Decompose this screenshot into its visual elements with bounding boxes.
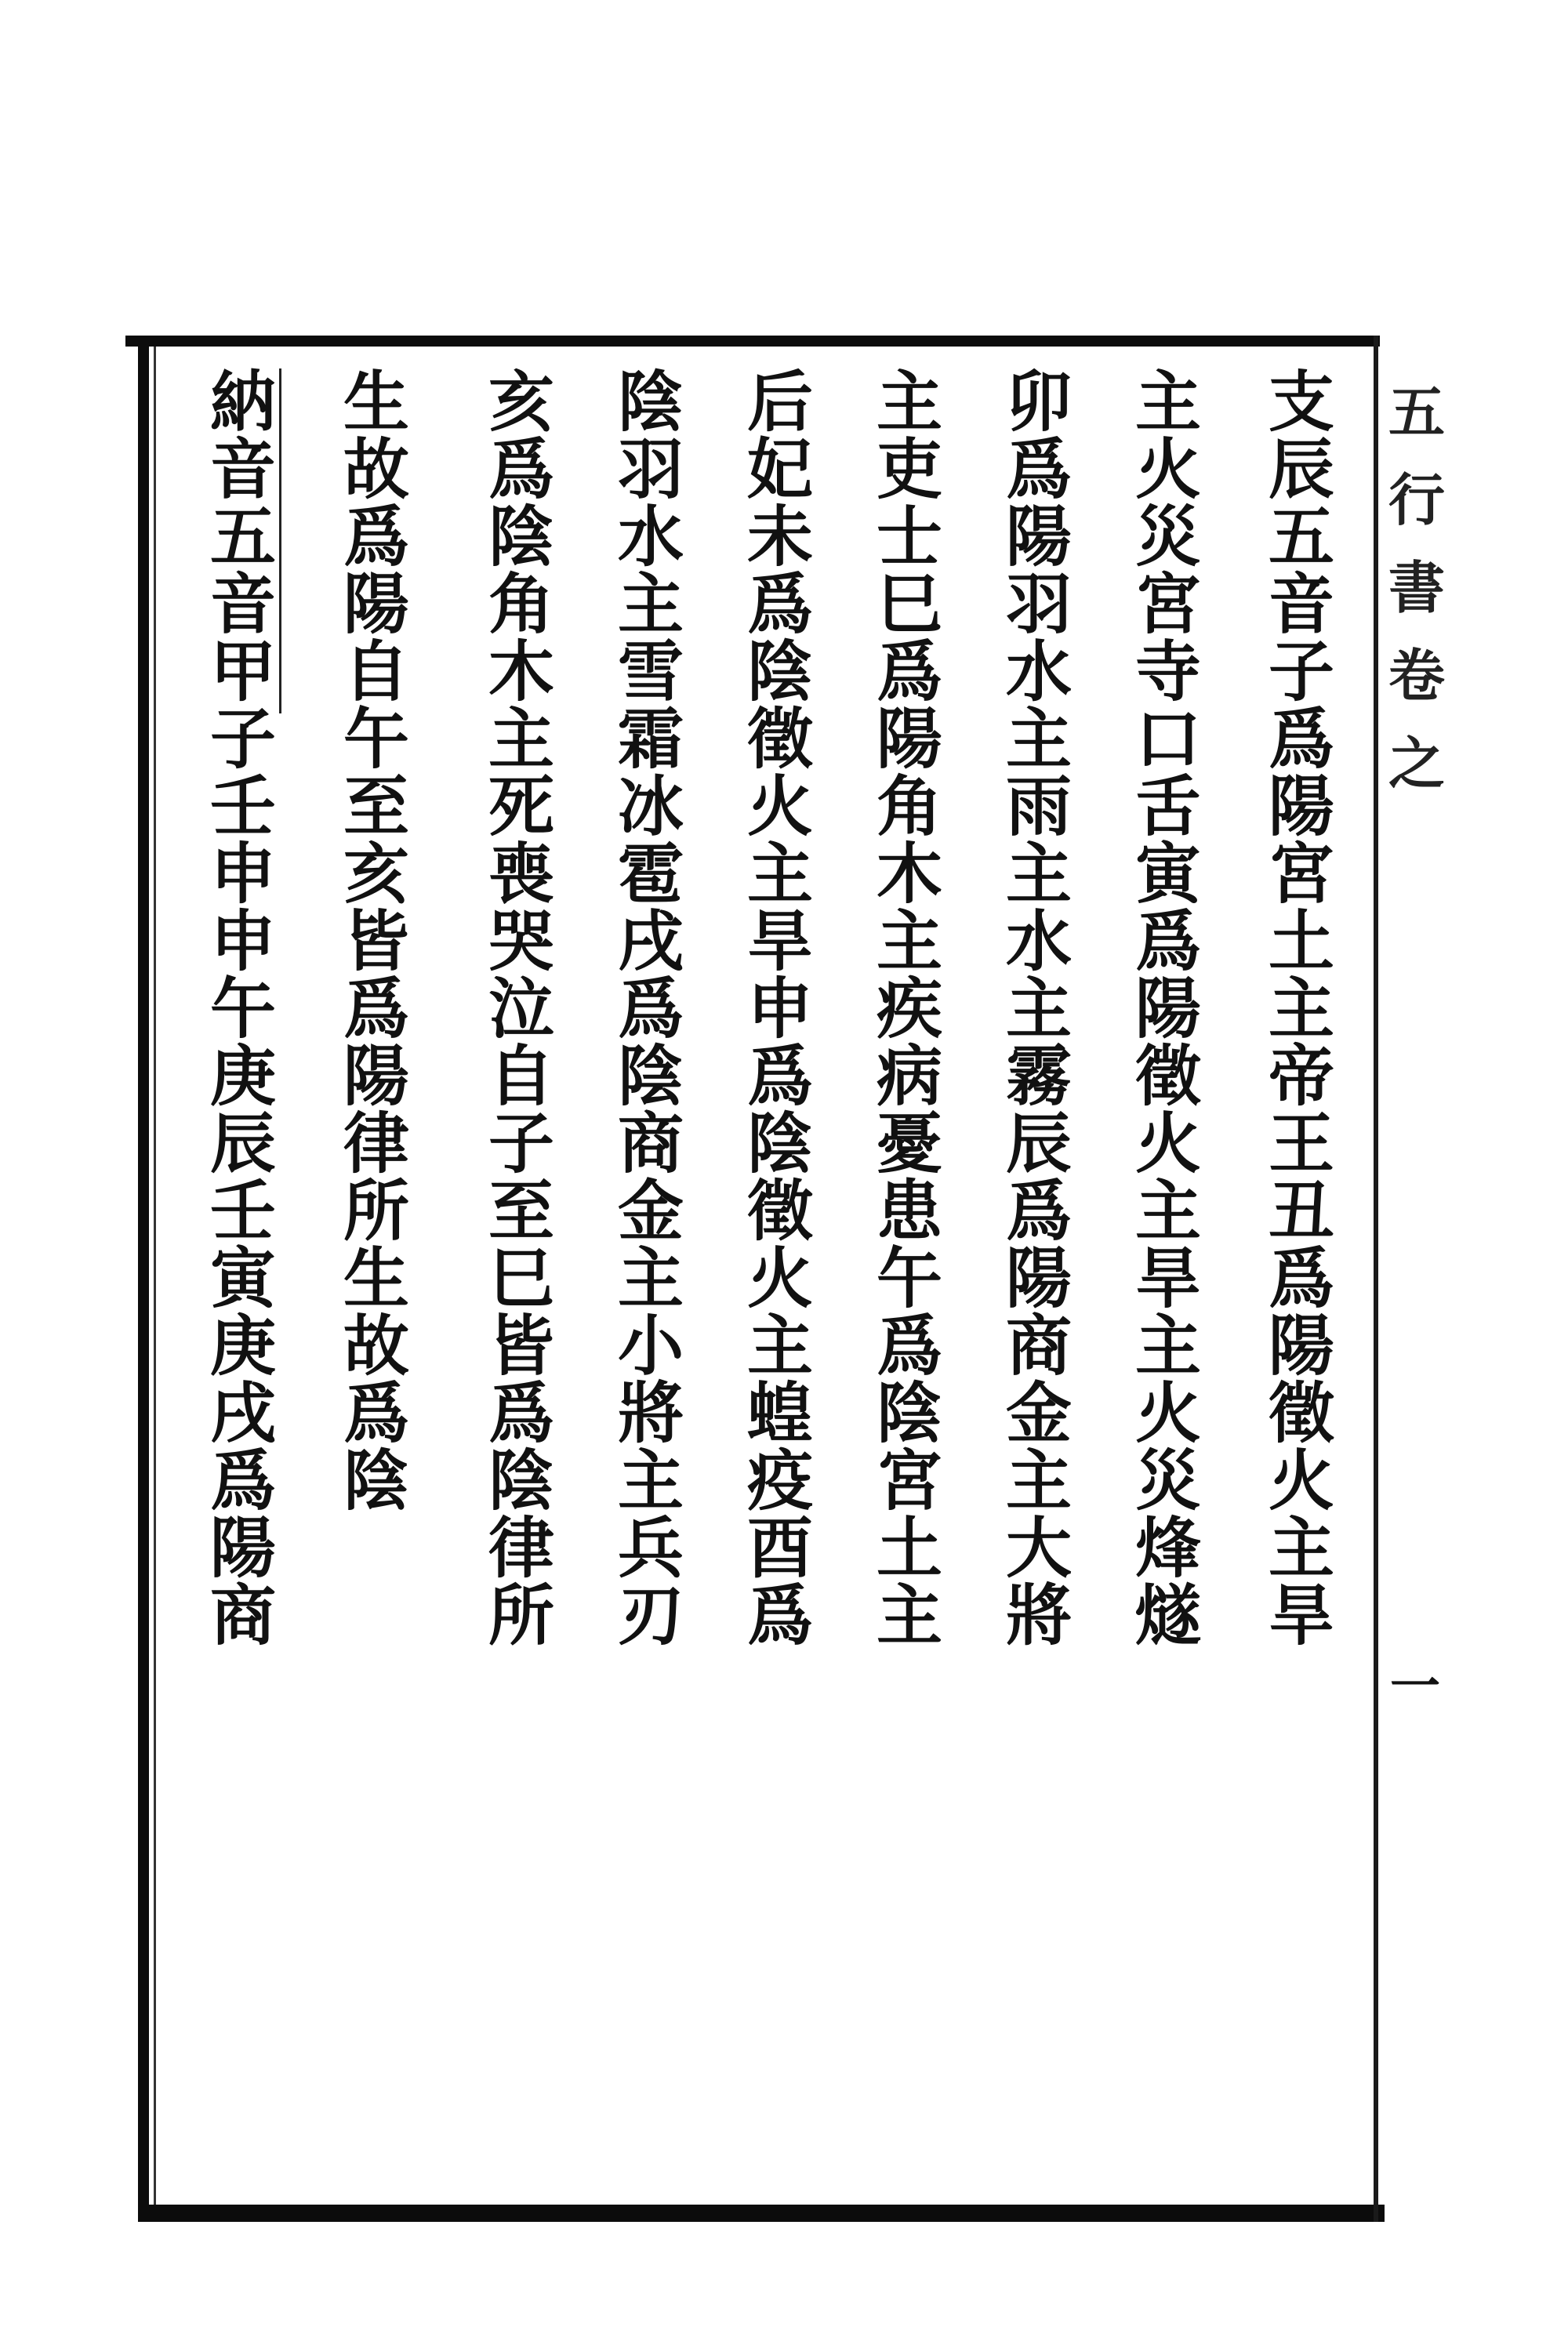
character: 羽 — [1005, 565, 1072, 643]
character: 未 — [746, 498, 813, 575]
character: 庚 — [209, 1037, 276, 1115]
character: 亥 — [343, 835, 409, 913]
margin-character: 卷 — [1388, 642, 1445, 709]
character: 主 — [617, 1240, 684, 1317]
character: 疫 — [746, 1442, 813, 1519]
character: 主 — [876, 363, 942, 441]
text-column — [992, 363, 1086, 2187]
character: 災 — [1134, 498, 1201, 575]
character: 戌 — [617, 902, 684, 980]
character: 徵 — [1134, 1037, 1201, 1115]
character: 喪 — [488, 835, 554, 913]
character: 自 — [488, 1037, 554, 1115]
character: 患 — [876, 1172, 942, 1250]
character: 爲 — [343, 970, 409, 1047]
character: 火 — [746, 768, 813, 845]
character: 旱 — [746, 902, 813, 980]
frame-left-border — [138, 336, 149, 2222]
character: 火 — [1268, 1442, 1334, 1519]
text-column — [862, 363, 956, 2187]
character: 至 — [488, 1172, 554, 1250]
character: 病 — [876, 1037, 942, 1115]
character: 陰 — [876, 1374, 942, 1452]
character: 爲 — [1134, 902, 1201, 980]
character: 巳 — [876, 565, 942, 643]
character: 爲 — [746, 565, 813, 643]
character: 士 — [876, 498, 942, 575]
character: 爲 — [488, 1374, 554, 1452]
character: 憂 — [876, 1105, 942, 1182]
text-column — [1254, 363, 1348, 2187]
frame-right-border — [1374, 336, 1378, 2222]
character: 陰 — [746, 633, 813, 710]
character: 火 — [1134, 1374, 1201, 1452]
character: 木 — [876, 835, 942, 913]
character: 申 — [209, 902, 276, 980]
margin-character: 行 — [1388, 466, 1445, 533]
character: 陽 — [1268, 768, 1334, 845]
character: 徵 — [1268, 1374, 1334, 1452]
character: 爲 — [488, 430, 554, 508]
character: 口 — [1134, 700, 1201, 778]
margin-character: 五 — [1388, 379, 1445, 445]
character: 爲 — [1005, 430, 1072, 508]
character: 卯 — [1005, 363, 1072, 441]
character: 將 — [617, 1374, 684, 1452]
character: 冰 — [617, 768, 684, 845]
character: 午 — [209, 970, 276, 1047]
character: 將 — [1005, 1577, 1072, 1654]
character: 陽 — [1134, 970, 1201, 1047]
character: 壬 — [209, 1172, 276, 1250]
character: 雪 — [617, 633, 684, 710]
character: 陽 — [343, 565, 409, 643]
character: 陰 — [617, 363, 684, 441]
character: 主 — [876, 902, 942, 980]
character: 爲 — [1268, 700, 1334, 778]
character: 爲 — [746, 1037, 813, 1115]
character: 申 — [209, 835, 276, 913]
character: 主 — [1005, 835, 1072, 913]
character: 律 — [488, 1509, 554, 1587]
character: 所 — [343, 1172, 409, 1250]
character: 徵 — [746, 700, 813, 778]
character: 辰 — [1268, 430, 1334, 508]
margin-folio-number: 一 — [1390, 1657, 1440, 1716]
character: 午 — [343, 700, 409, 778]
character: 燧 — [1134, 1577, 1201, 1654]
character: 戌 — [209, 1374, 276, 1452]
character: 爲 — [343, 498, 409, 575]
character: 爲 — [617, 970, 684, 1047]
character: 雨 — [1005, 768, 1072, 845]
character: 甲 — [209, 633, 276, 710]
character: 舌 — [1134, 768, 1201, 845]
character: 主 — [1005, 1442, 1072, 1519]
character: 火 — [746, 1240, 813, 1317]
character: 亥 — [488, 363, 554, 441]
character: 陰 — [343, 1442, 409, 1519]
character: 寺 — [1134, 633, 1201, 710]
character: 陽 — [343, 1037, 409, 1115]
character: 爲 — [876, 633, 942, 710]
character: 子 — [209, 700, 276, 778]
character: 辰 — [209, 1105, 276, 1182]
character: 旱 — [1134, 1240, 1201, 1317]
character: 辰 — [1005, 1105, 1072, 1182]
character: 蝗 — [746, 1374, 813, 1452]
character: 生 — [343, 363, 409, 441]
character: 音 — [209, 565, 276, 643]
frame-inner-rule — [154, 347, 156, 2205]
character: 主 — [1134, 1307, 1201, 1385]
text-column — [733, 363, 827, 2187]
character: 災 — [1134, 1442, 1201, 1519]
character: 死 — [488, 768, 554, 845]
character: 陽 — [1268, 1307, 1334, 1385]
character: 水 — [1005, 633, 1072, 710]
margin-character: 書 — [1388, 554, 1445, 621]
character: 生 — [343, 1240, 409, 1317]
character: 主 — [617, 565, 684, 643]
character: 小 — [617, 1307, 684, 1385]
frame-top-border — [125, 336, 1380, 347]
character: 巳 — [488, 1240, 554, 1317]
character: 土 — [1268, 902, 1334, 980]
character: 陰 — [488, 1442, 554, 1519]
character: 寅 — [1134, 835, 1201, 913]
character: 皆 — [488, 1307, 554, 1385]
margin-character: 之 — [1388, 730, 1445, 797]
character: 宮 — [1268, 835, 1334, 913]
character: 爲 — [746, 1577, 813, 1654]
character: 五 — [209, 498, 276, 575]
character: 皆 — [343, 902, 409, 980]
character: 主 — [1005, 700, 1072, 778]
character: 刃 — [617, 1577, 684, 1654]
character: 旱 — [1268, 1577, 1334, 1654]
character: 金 — [617, 1172, 684, 1250]
character: 主 — [1268, 970, 1334, 1047]
character: 陽 — [1005, 498, 1072, 575]
character: 納 — [209, 363, 276, 441]
character: 爲 — [209, 1442, 276, 1519]
character: 丑 — [1268, 1172, 1334, 1250]
character: 庚 — [209, 1307, 276, 1385]
character: 主 — [617, 1442, 684, 1519]
character: 主 — [1134, 1172, 1201, 1250]
text-column — [1121, 363, 1215, 2187]
character: 子 — [1268, 633, 1334, 710]
character: 帝 — [1268, 1037, 1334, 1115]
character: 壬 — [209, 768, 276, 845]
character: 爲 — [343, 1374, 409, 1452]
character: 主 — [746, 835, 813, 913]
character: 酉 — [746, 1509, 813, 1587]
character: 宮 — [876, 1442, 942, 1519]
frame-bottom-border — [146, 2205, 1385, 2222]
character: 火 — [1134, 1105, 1201, 1182]
character: 羽 — [617, 430, 684, 508]
character: 律 — [343, 1105, 409, 1182]
text-column — [196, 363, 290, 2187]
character: 木 — [488, 633, 554, 710]
text-column — [604, 363, 698, 2187]
character: 午 — [876, 1240, 942, 1317]
character: 陰 — [746, 1105, 813, 1182]
character: 后 — [746, 363, 813, 441]
character: 商 — [209, 1577, 276, 1654]
character: 烽 — [1134, 1509, 1201, 1587]
character: 泣 — [488, 970, 554, 1047]
character: 兵 — [617, 1509, 684, 1587]
character: 爲 — [1268, 1240, 1334, 1317]
character: 自 — [343, 633, 409, 710]
character: 角 — [488, 565, 554, 643]
character: 陽 — [209, 1509, 276, 1587]
character: 金 — [1005, 1374, 1072, 1452]
character: 徵 — [746, 1172, 813, 1250]
character: 角 — [876, 768, 942, 845]
character: 至 — [343, 768, 409, 845]
character: 大 — [1005, 1509, 1072, 1587]
character: 主 — [1134, 363, 1201, 441]
character: 霧 — [1005, 1037, 1072, 1115]
character: 商 — [617, 1105, 684, 1182]
character: 所 — [488, 1577, 554, 1654]
text-column — [329, 363, 423, 2187]
text-column — [474, 363, 568, 2187]
character: 陽 — [876, 700, 942, 778]
character: 陽 — [1005, 1240, 1072, 1317]
character: 主 — [746, 1307, 813, 1385]
character: 五 — [1268, 498, 1334, 575]
character: 故 — [343, 430, 409, 508]
character: 主 — [488, 700, 554, 778]
character: 主 — [1005, 970, 1072, 1047]
margin-title — [1381, 368, 1452, 917]
character: 爲 — [876, 1307, 942, 1385]
character: 宮 — [1134, 565, 1201, 643]
character: 支 — [1268, 363, 1334, 441]
character: 霜 — [617, 700, 684, 778]
character: 哭 — [488, 902, 554, 980]
character: 音 — [209, 430, 276, 508]
character: 爲 — [1005, 1172, 1072, 1250]
character: 子 — [488, 1105, 554, 1182]
character: 水 — [617, 498, 684, 575]
character: 商 — [1005, 1307, 1072, 1385]
character: 雹 — [617, 835, 684, 913]
character: 火 — [1134, 430, 1201, 508]
character: 申 — [746, 970, 813, 1047]
character: 寅 — [209, 1240, 276, 1317]
character: 陰 — [488, 498, 554, 575]
character: 主 — [1268, 1509, 1334, 1587]
character: 王 — [1268, 1105, 1334, 1182]
character: 主 — [876, 1577, 942, 1654]
character: 陰 — [617, 1037, 684, 1115]
character: 疾 — [876, 970, 942, 1047]
character: 故 — [343, 1307, 409, 1385]
character: 音 — [1268, 565, 1334, 643]
character: 水 — [1005, 902, 1072, 980]
character: 土 — [876, 1509, 942, 1587]
character: 妃 — [746, 430, 813, 508]
character: 吏 — [876, 430, 942, 508]
